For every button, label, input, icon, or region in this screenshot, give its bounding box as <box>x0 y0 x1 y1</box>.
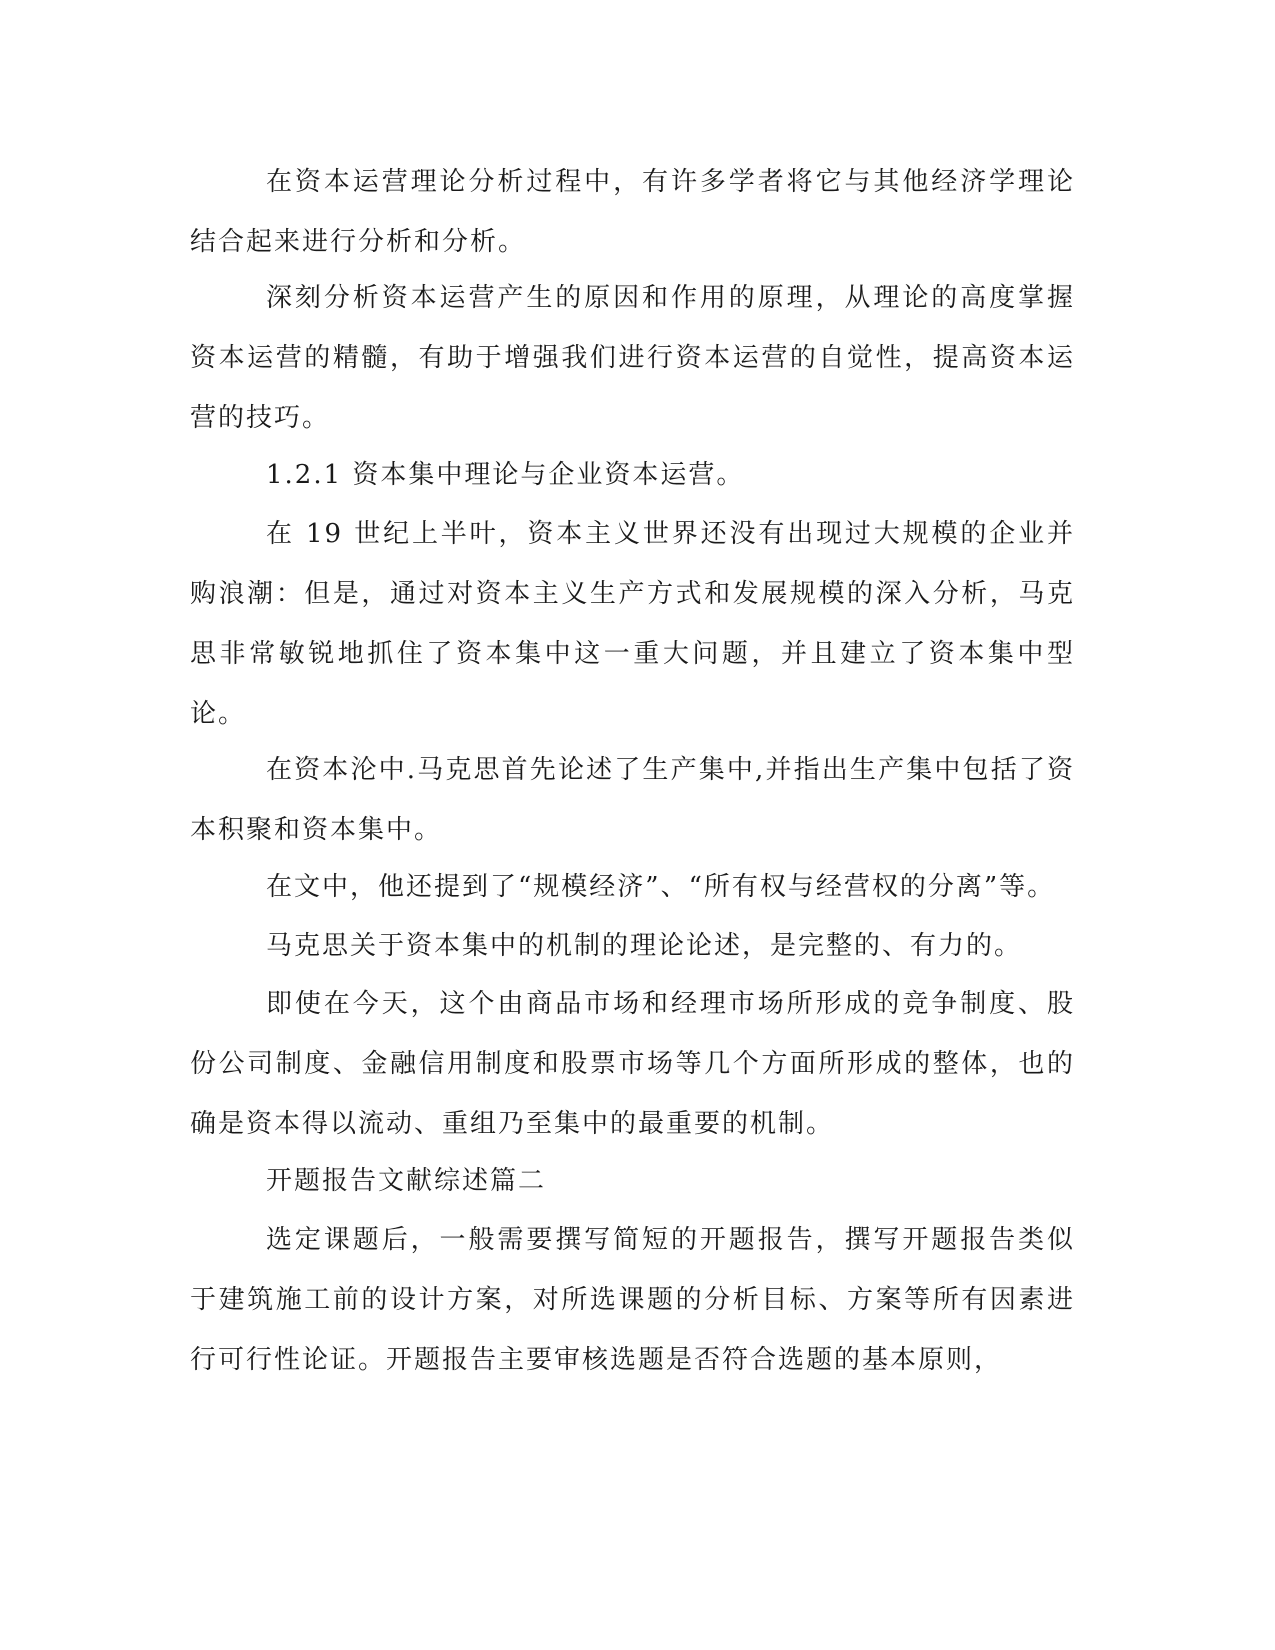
paragraph-8: 选定课题后，一般需要撰写简短的开题报告，撰写开题报告类似于建筑施工前的设计方案，对所选课题的分析目标、方案等所有因素进行可行性论证。开题报告主要审核选题是否符合选题的基本原则， <box>190 1225 1075 1375</box>
paragraph-6: 马克思关于资本集中的机制的理论论述，是完整的、有力的。 <box>266 931 1023 961</box>
paragraph-4: 在资本沦中.马克思首先论述了生产集中,并指出生产集中包括了资本积聚和资本集中。 <box>190 755 1075 845</box>
section-title-part-two: 开题报告文献综述篇二 <box>266 1166 547 1196</box>
paragraph-7: 即使在今天，这个由商品市场和经理市场所形成的竞争制度、股份公司制度、金融信用制度和股票市场等几个方面所形成的整体，也的确是资本得以流动、重组乃至集中的最重要的机制。 <box>190 989 1075 1139</box>
paragraph-5: 在文中，他还提到了“规模经济”、“所有权与经营权的分离”等。 <box>266 872 1056 902</box>
paragraph-3: 在 19 世纪上半叶，资本主义世界还没有出现过大规模的企业并购浪潮：但是，通过对资本主义生产方式和发展规模的深入分析，马克思非常敏锐地抓住了资本集中这一重大问题，并且建立了资本集中型论。 <box>190 519 1075 729</box>
paragraph-1: 在资本运营理论分析过程中，有许多学者将它与其他经济学理论结合起来进行分析和分析。 <box>190 167 1075 257</box>
paragraph-2: 深刻分析资本运营产生的原因和作用的原理，从理论的高度掌握资本运营的精髓，有助于增强我们进行资本运营的自觉性，提高资本运营的技巧。 <box>190 283 1075 433</box>
section-heading-1-2-1: 1.2.1 资本集中理论与企业资本运营。 <box>266 460 745 490</box>
